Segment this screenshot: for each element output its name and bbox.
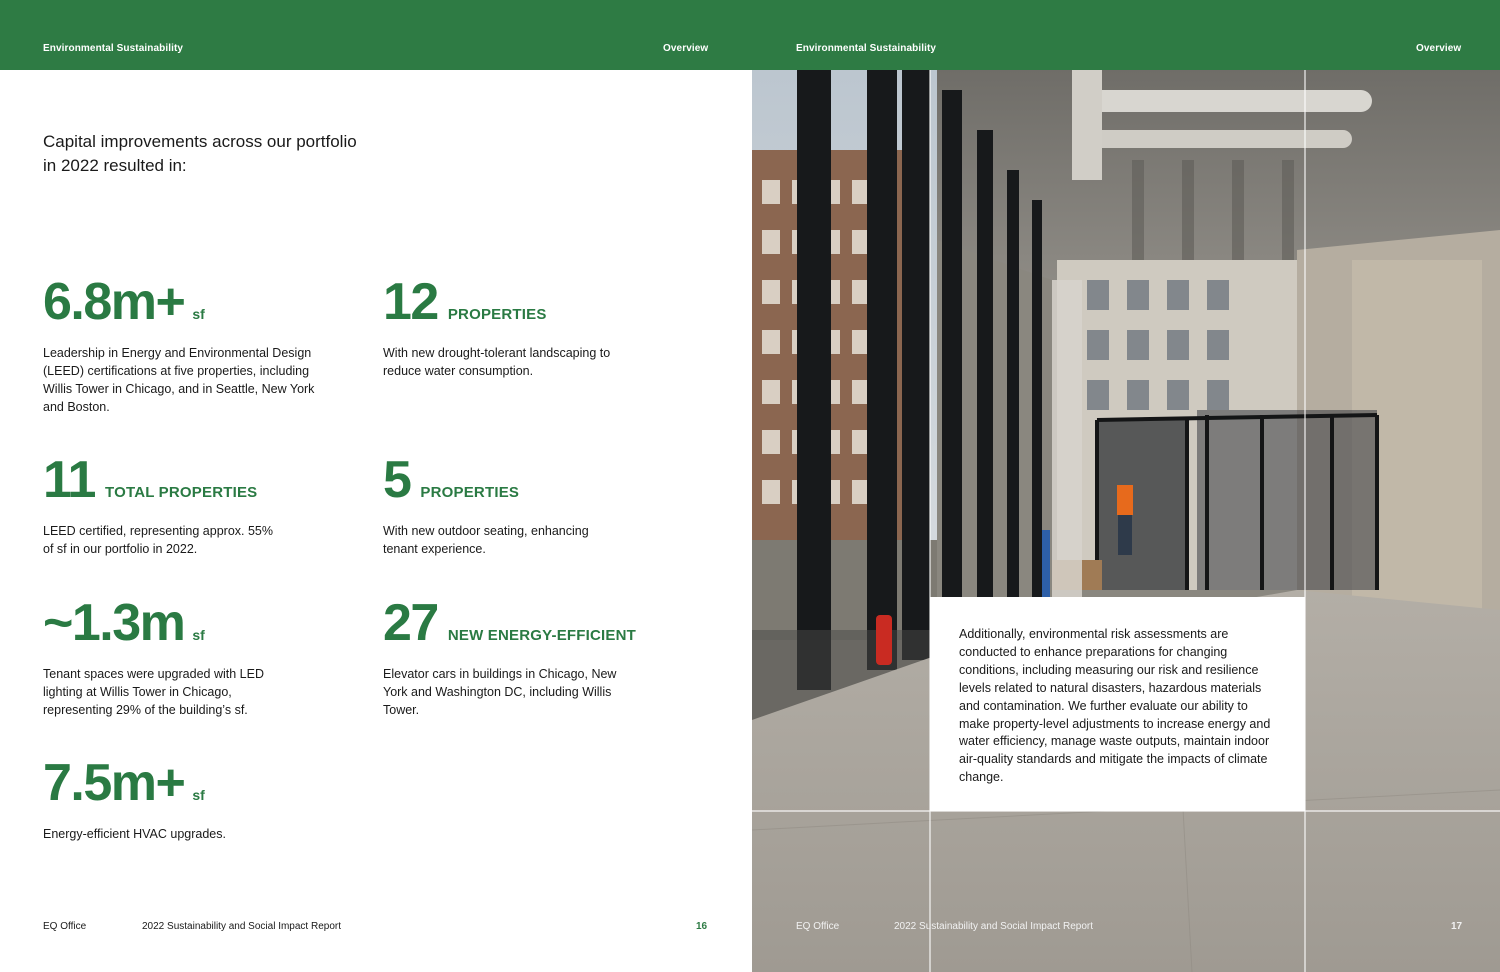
- stat-description: With new outdoor seating, enhancing tenant experience.: [383, 524, 589, 556]
- stat-unit: TOTAL PROPERTIES: [104, 484, 258, 501]
- footer-report-right: 2022 Sustainability and Social Impact Report: [894, 921, 1094, 932]
- intro-heading: Capital improvements across our portfolio in 2022 resulted in:: [43, 132, 357, 175]
- stat-value: 27: [383, 594, 438, 652]
- stat-value: 5: [383, 451, 411, 509]
- section-title-left: Environmental Sustainability: [43, 43, 184, 54]
- stat-value: 6.8m+: [43, 273, 185, 331]
- footer-report-left: 2022 Sustainability and Social Impact Report: [142, 921, 342, 932]
- stat-value: 7.5m+: [43, 754, 185, 812]
- stat-unit: sf: [192, 306, 205, 322]
- footer-company-left: EQ Office: [43, 921, 87, 932]
- stat-unit: sf: [192, 627, 205, 643]
- stat-leed-sf: [43, 273, 323, 416]
- stat-description: LEED certified, representing approx. 55% of sf in our portfolio in 2022.: [43, 524, 273, 556]
- stat-unit: NEW ENERGY-EFFICIENT: [447, 627, 637, 644]
- page-number-left: 16: [696, 921, 708, 932]
- stat-landscaping: [383, 273, 623, 380]
- overview-label-right: Overview: [1416, 43, 1462, 54]
- stat-description: Leadership in Energy and Environmental Design (LEED) certifications at five properties, including Willis Tower in Chicago, and in Seattle, New York and Boston.: [43, 346, 315, 414]
- header-bar: [0, 0, 1500, 70]
- stat-value: 12: [383, 273, 438, 331]
- stat-value: 11: [43, 451, 95, 509]
- right-page-photo: [752, 70, 1500, 972]
- stat-description: Elevator cars in buildings in Chicago, New York and Washington DC, including Willis Tower.: [383, 667, 617, 717]
- stat-leed-properties: [43, 451, 283, 558]
- stat-description: With new drought-tolerant landscaping to reduce water consumption.: [383, 346, 611, 378]
- section-title-right: Environmental Sustainability: [796, 43, 937, 54]
- stat-description: Energy-efficient HVAC upgrades.: [43, 827, 226, 841]
- environmental-risk-text-box: [930, 597, 1305, 811]
- left-page: [0, 70, 752, 972]
- stat-elevators: [383, 594, 637, 719]
- page-number-right: 17: [1451, 921, 1463, 932]
- stat-unit: PROPERTIES: [420, 484, 520, 501]
- environmental-risk-paragraph: Additionally, environmental risk assessments are conducted to enhance preparations for changing conditions, including measuring our risk and resilience levels related to natural disasters, hazardous materials and contamination. We further evaluate our ability to make property-level adjustments to increase energy and water efficiency, manage waste outputs, maintain indoor air-quality standards and mitigate the impacts of climate change.: [959, 627, 1271, 785]
- stat-led-lighting: [43, 594, 283, 719]
- overview-label-left: Overview: [663, 43, 709, 54]
- stat-value: ~1.3m: [43, 594, 185, 652]
- stat-description: Tenant spaces were upgraded with LED lighting at Willis Tower in Chicago, representing 29% of the building’s sf.: [43, 667, 264, 717]
- stat-unit: sf: [192, 787, 205, 803]
- stat-hvac: [43, 754, 303, 843]
- footer-company-right: EQ Office: [796, 921, 840, 932]
- stat-outdoor-seating: [383, 451, 613, 558]
- stat-unit: PROPERTIES: [447, 306, 547, 323]
- building-lobby-renovation-photo: [752, 70, 1500, 972]
